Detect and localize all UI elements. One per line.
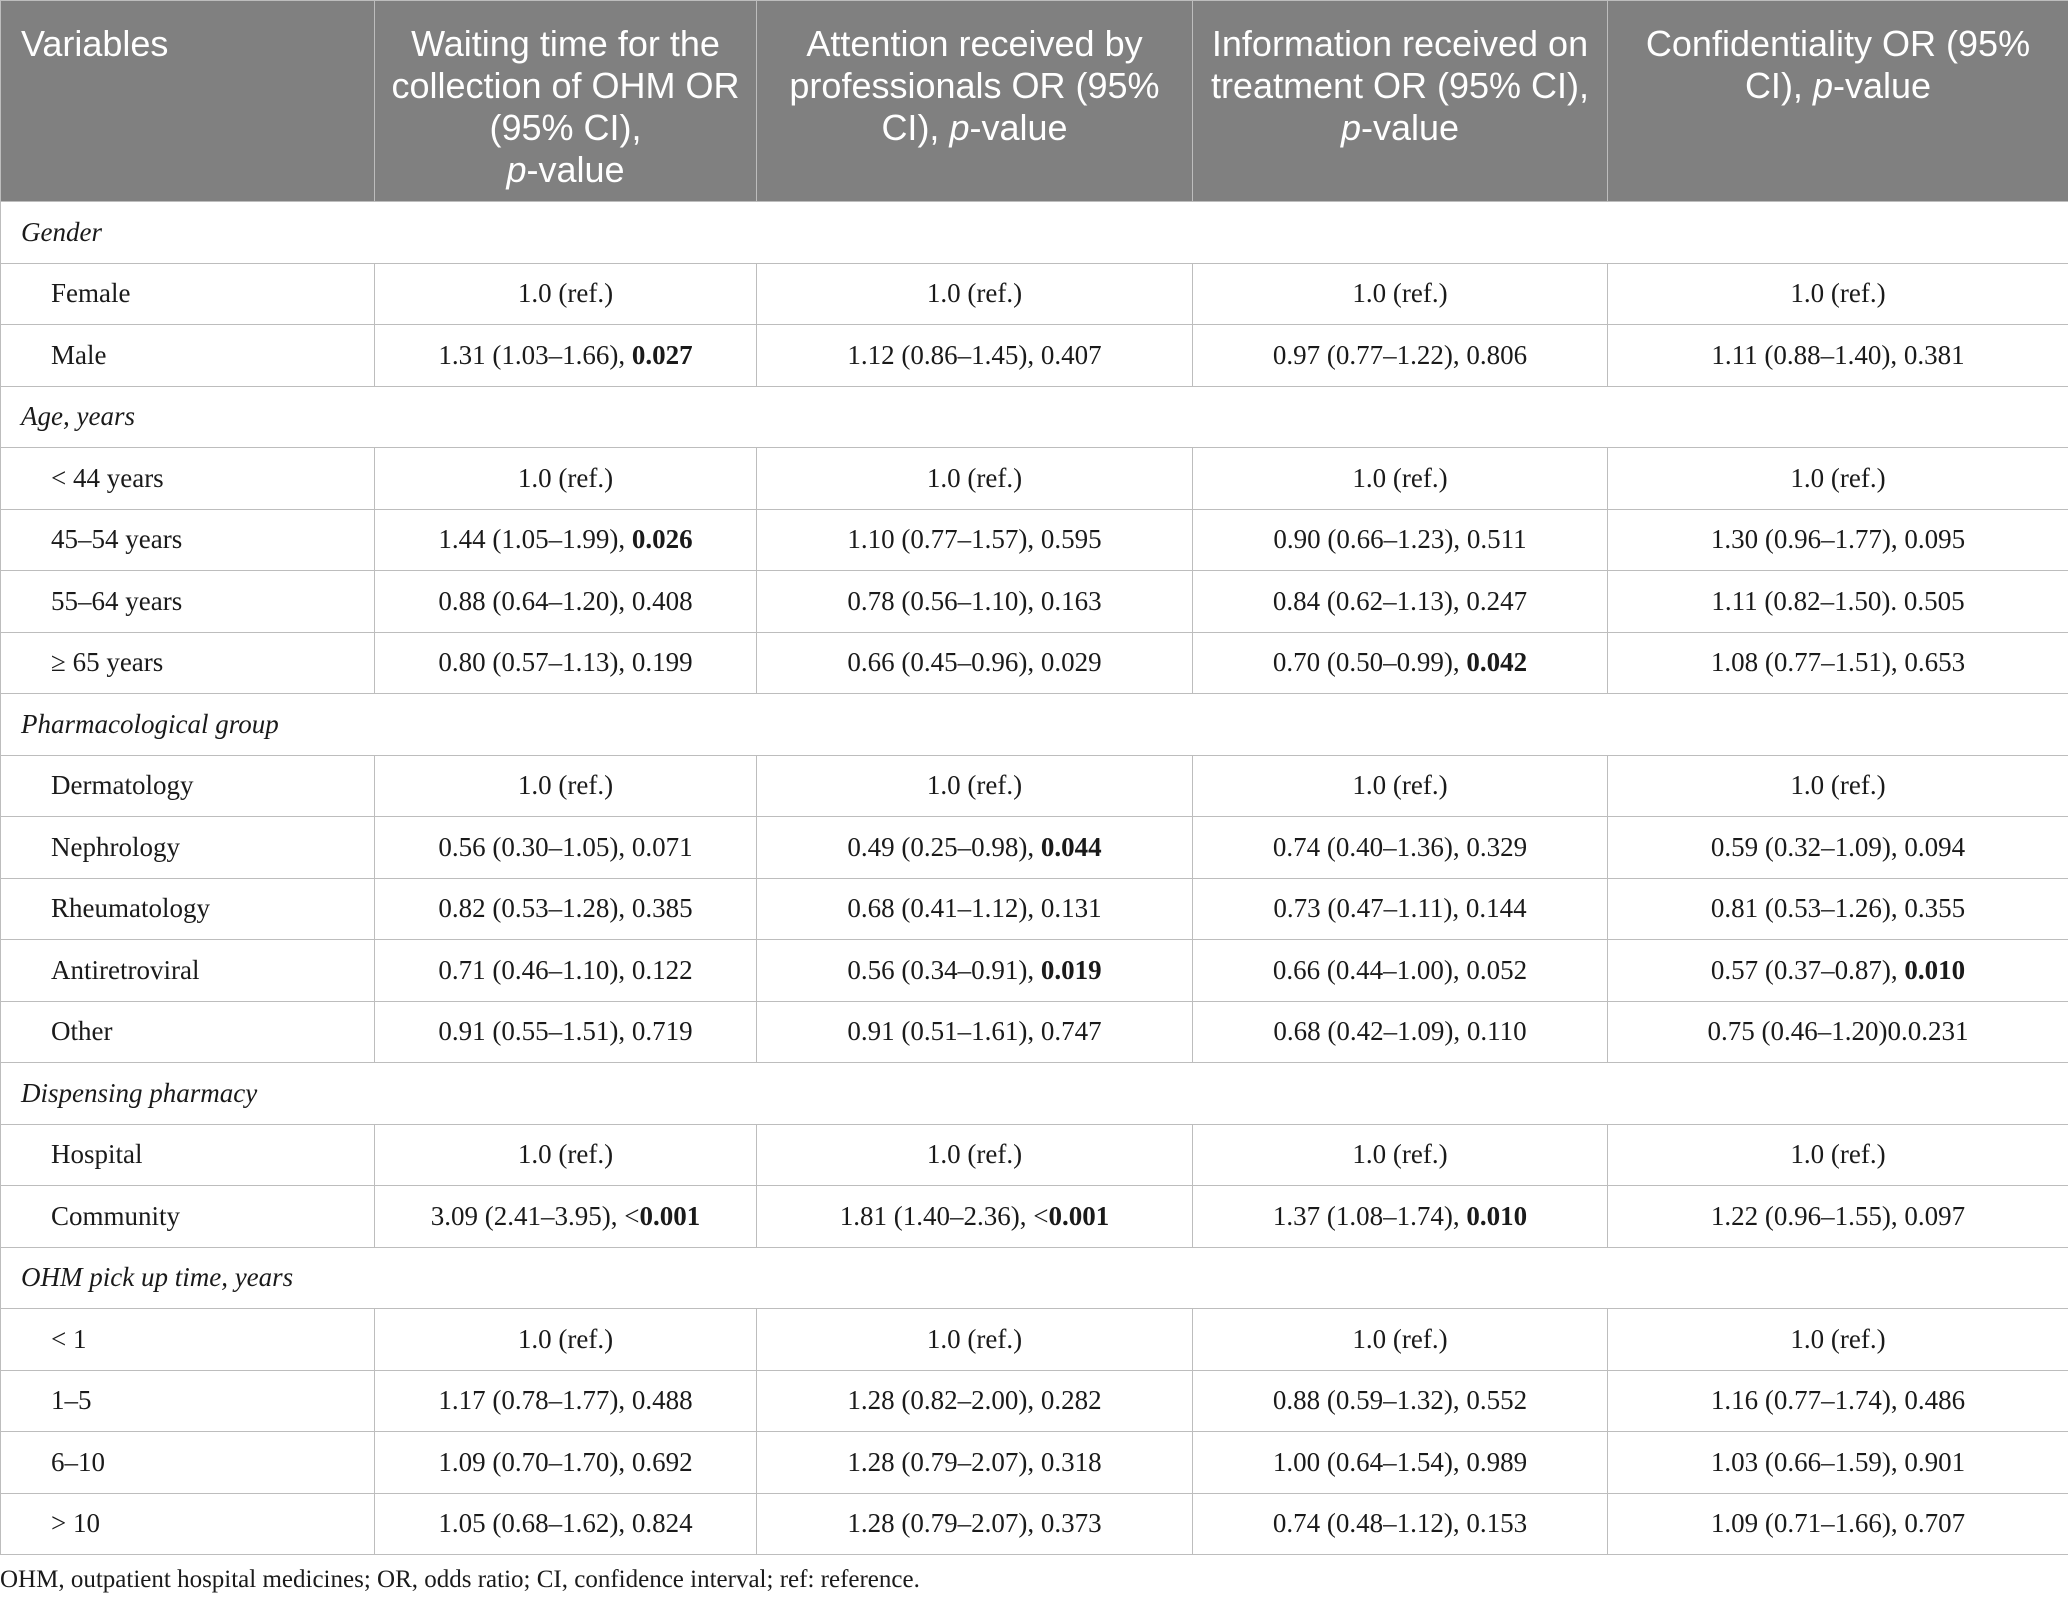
table-cell <box>1608 632 2068 694</box>
cell-value: 1.0 (ref.) <box>1352 770 1448 801</box>
table-cell <box>757 1370 1193 1432</box>
cell-value: 0.59 (0.32–1.09), 0.094 <box>1710 831 1966 862</box>
cell-value: 0.81 (0.53–1.26), 0.355 <box>1710 893 1966 924</box>
table-cell <box>757 325 1193 387</box>
table-cell <box>375 1370 757 1432</box>
section-label: Age, years <box>1 386 2068 448</box>
cell-value: 0.91 (0.55–1.51), 0.719 <box>438 1016 693 1047</box>
header-waiting-time <box>375 1 757 202</box>
cell-value: 1.09 (0.70–1.70), 0.692 <box>438 1446 693 1477</box>
cell-value: 1.16 (0.77–1.74), 0.486 <box>1710 1385 1966 1416</box>
significant-p-value: 0.010 <box>1904 954 1966 985</box>
row-label: Other <box>1 1001 375 1063</box>
cell-value: 1.08 (0.77–1.51), 0.653 <box>1710 647 1966 678</box>
table-row <box>1 571 2068 633</box>
significant-p-value: 0.019 <box>1040 954 1102 985</box>
row-label: 1–5 <box>1 1370 375 1432</box>
cell-value: 1.0 (ref.) <box>517 462 614 493</box>
table-cell <box>1193 1309 1608 1371</box>
table-cell <box>375 1124 757 1186</box>
cell-value: 0.66 (0.45–0.96), 0.029 <box>847 647 1102 678</box>
cell-value: 0.80 (0.57–1.13), 0.199 <box>438 647 693 678</box>
table-cell <box>375 1432 757 1494</box>
row-label: Male <box>1 325 375 387</box>
cell-value: 1.0 (ref.) <box>926 1323 1023 1354</box>
section-label: Pharmacological group <box>1 694 2068 756</box>
table-cell <box>1193 325 1608 387</box>
table-cell <box>375 448 757 510</box>
row-label: 6–10 <box>1 1432 375 1494</box>
table-row <box>1 263 2068 325</box>
table-cell <box>1193 1186 1608 1248</box>
cell-value: 1.0 (ref.) <box>1790 1323 1886 1354</box>
table-cell <box>1193 1124 1608 1186</box>
row-label: Rheumatology <box>1 878 375 940</box>
table-cell <box>1608 817 2068 879</box>
table-cell <box>375 1186 757 1248</box>
table-cell <box>1193 571 1608 633</box>
row-label: Community <box>1 1186 375 1248</box>
cell-value: 0.73 (0.47–1.11), 0.144 <box>1273 893 1527 924</box>
table-cell <box>757 878 1193 940</box>
table-cell <box>757 509 1193 571</box>
row-label: 45–54 years <box>1 509 375 571</box>
cell-value: 1.37 (1.08–1.74), <box>1272 1200 1467 1231</box>
table-cell <box>1193 878 1608 940</box>
table-cell <box>757 1432 1193 1494</box>
table-cell <box>375 817 757 879</box>
table-cell <box>1193 632 1608 694</box>
cell-value: 0.84 (0.62–1.13), 0.247 <box>1272 585 1528 616</box>
table-cell <box>1193 448 1608 510</box>
table-cell <box>757 1124 1193 1186</box>
significant-p-value: 0.044 <box>1040 831 1102 862</box>
cell-value: 1.0 (ref.) <box>1352 1139 1448 1170</box>
row-label: Dermatology <box>1 755 375 817</box>
cell-value: 1.28 (0.82–2.00), 0.282 <box>847 1385 1102 1416</box>
table-cell <box>1608 1309 2068 1371</box>
row-label: < 44 years <box>1 448 375 510</box>
cell-value: 1.0 (ref.) <box>926 1139 1023 1170</box>
cell-value: 0.57 (0.37–0.87), <box>1710 954 1905 985</box>
table-row <box>1 940 2068 1002</box>
table-cell <box>1608 1124 2068 1186</box>
cell-value: 1.0 (ref.) <box>517 1323 614 1354</box>
cell-value: 1.28 (0.79–2.07), 0.318 <box>847 1446 1102 1477</box>
table-cell <box>375 878 757 940</box>
section-row <box>1 1063 2068 1125</box>
table-cell <box>375 571 757 633</box>
table-row <box>1 509 2068 571</box>
table-cell <box>1193 1370 1608 1432</box>
table-cell <box>1193 940 1608 1002</box>
table-cell <box>757 263 1193 325</box>
table-cell <box>1608 1186 2068 1248</box>
value-suffix: -value <box>526 149 625 190</box>
table-cell <box>757 632 1193 694</box>
row-label: > 10 <box>1 1493 375 1555</box>
cell-value: 1.0 (ref.) <box>517 278 614 309</box>
significant-p-value: 0.027 <box>631 339 693 370</box>
table-cell <box>757 1186 1193 1248</box>
table-footnote: OHM, outpatient hospital medicines; OR, odds ratio; CI, confidence interval; ref: reference. <box>0 1566 920 1593</box>
table-cell <box>757 1493 1193 1555</box>
cell-value: 0.97 (0.77–1.22), 0.806 <box>1272 339 1528 370</box>
row-label: Female <box>1 263 375 325</box>
header-row <box>1 1 2068 202</box>
row-label: Antiretroviral <box>1 940 375 1002</box>
cell-value: 0.91 (0.51–1.61), 0.747 <box>847 1016 1102 1047</box>
table-row <box>1 1001 2068 1063</box>
cell-value: 1.0 (ref.) <box>1790 278 1886 309</box>
section-row <box>1 1247 2068 1309</box>
header-waiting-time-text: Waiting time for the collection of OHM OR (95% CI), <box>391 23 740 148</box>
cell-value: 1.0 (ref.) <box>1790 770 1886 801</box>
cell-value: 0.74 (0.48–1.12), 0.153 <box>1272 1508 1528 1539</box>
cell-value: 0.75 (0.46–1.20)0.0.231 <box>1707 1016 1969 1047</box>
table-row <box>1 325 2068 387</box>
table-row <box>1 1124 2068 1186</box>
table-cell <box>375 1309 757 1371</box>
cell-value: 1.03 (0.66–1.59), 0.901 <box>1710 1446 1966 1477</box>
significant-p-value: 0.026 <box>631 524 693 555</box>
table-cell <box>1608 755 2068 817</box>
significant-p-value: 0.042 <box>1466 647 1528 678</box>
table-cell <box>757 755 1193 817</box>
table-cell <box>1608 1493 2068 1555</box>
header-variables: Variables <box>1 1 375 202</box>
cell-value: 1.0 (ref.) <box>1790 462 1886 493</box>
table-cell <box>1608 325 2068 387</box>
cell-value: 1.22 (0.96–1.55), 0.097 <box>1710 1200 1966 1231</box>
significant-p-value: 0.001 <box>639 1200 701 1231</box>
table-row <box>1 448 2068 510</box>
table-cell <box>375 940 757 1002</box>
table-cell <box>1608 1001 2068 1063</box>
cell-value: 0.56 (0.30–1.05), 0.071 <box>438 831 693 862</box>
cell-value: 1.28 (0.79–2.07), 0.373 <box>847 1508 1102 1539</box>
cell-value: 1.30 (0.96–1.77), 0.095 <box>1710 524 1966 555</box>
cell-value: 1.10 (0.77–1.57), 0.595 <box>847 524 1102 555</box>
table-cell <box>375 325 757 387</box>
table-row <box>1 1370 2068 1432</box>
table-cell <box>1608 878 2068 940</box>
table-cell <box>1608 571 2068 633</box>
cell-value: 1.0 (ref.) <box>926 770 1023 801</box>
table-cell <box>1608 509 2068 571</box>
table-cell <box>1193 817 1608 879</box>
table-cell <box>757 817 1193 879</box>
cell-value: 1.11 (0.82–1.50). 0.505 <box>1711 585 1965 616</box>
value-suffix: -value <box>969 107 1068 148</box>
table-row <box>1 632 2068 694</box>
cell-value: 1.0 (ref.) <box>1352 1323 1448 1354</box>
table-row <box>1 1309 2068 1371</box>
cell-value: 0.56 (0.34–0.91), <box>847 954 1041 985</box>
cell-value: 1.0 (ref.) <box>926 278 1023 309</box>
header-information-text: Information received on treatment OR (95% CI), <box>1210 23 1590 106</box>
cell-value: 1.12 (0.86–1.45), 0.407 <box>847 339 1102 370</box>
table-cell <box>1193 1493 1608 1555</box>
cell-value: 0.70 (0.50–0.99), <box>1272 647 1467 678</box>
cell-value: 0.82 (0.53–1.28), 0.385 <box>438 893 693 924</box>
cell-value: 0.68 (0.41–1.12), 0.131 <box>847 893 1102 924</box>
table-cell <box>375 263 757 325</box>
cell-value: 1.11 (0.88–1.40), 0.381 <box>1711 339 1965 370</box>
cell-value: 0.74 (0.40–1.36), 0.329 <box>1272 831 1528 862</box>
cell-value: 3.09 (2.41–3.95), < <box>430 1200 640 1231</box>
table-cell <box>1193 1432 1608 1494</box>
cell-value: 1.17 (0.78–1.77), 0.488 <box>438 1385 693 1416</box>
cell-value: 1.0 (ref.) <box>1352 278 1448 309</box>
p-letter: p <box>1340 107 1361 148</box>
header-confidentiality-text: Confidentiality OR (95% CI), <box>1645 23 2031 106</box>
cell-value: 1.09 (0.71–1.66), 0.707 <box>1710 1508 1966 1539</box>
table-row <box>1 817 2068 879</box>
table-cell <box>375 755 757 817</box>
value-suffix: -value <box>1832 65 1932 106</box>
cell-value: 0.66 (0.44–1.00), 0.052 <box>1272 954 1528 985</box>
table-cell <box>1608 1432 2068 1494</box>
table-cell <box>1193 263 1608 325</box>
table-cell <box>757 1309 1193 1371</box>
section-label: Dispensing pharmacy <box>1 1063 2068 1125</box>
cell-value: 0.90 (0.66–1.23), 0.511 <box>1273 524 1527 555</box>
header-attention-text: Attention received by professionals OR (95% CI), <box>789 23 1160 148</box>
table-cell <box>1193 755 1608 817</box>
section-row <box>1 386 2068 448</box>
table-cell <box>757 940 1193 1002</box>
p-letter: p <box>506 149 527 190</box>
table-row <box>1 755 2068 817</box>
section-row <box>1 694 2068 756</box>
cell-value: 1.0 (ref.) <box>1790 1139 1886 1170</box>
table-cell <box>375 1493 757 1555</box>
table-cell <box>375 509 757 571</box>
value-suffix: -value <box>1360 107 1460 148</box>
p-letter: p <box>949 107 970 148</box>
cell-value: 1.0 (ref.) <box>517 770 614 801</box>
cell-value: 0.68 (0.42–1.09), 0.110 <box>1273 1016 1527 1047</box>
cell-value: 1.05 (0.68–1.62), 0.824 <box>438 1508 693 1539</box>
table-row <box>1 1432 2068 1494</box>
section-label: Gender <box>1 202 2068 264</box>
table-cell <box>1608 448 2068 510</box>
row-label: Nephrology <box>1 817 375 879</box>
cell-value: 1.0 (ref.) <box>926 462 1023 493</box>
significant-p-value: 0.001 <box>1048 1200 1110 1231</box>
significant-p-value: 0.010 <box>1466 1200 1528 1231</box>
header-confidentiality <box>1608 1 2068 202</box>
table-row <box>1 1186 2068 1248</box>
table-cell <box>757 448 1193 510</box>
row-label: 55–64 years <box>1 571 375 633</box>
row-label: ≥ 65 years <box>1 632 375 694</box>
section-label: OHM pick up time, years <box>1 1247 2068 1309</box>
cell-value: 1.81 (1.40–2.36), < <box>839 1200 1049 1231</box>
header-attention <box>757 1 1193 202</box>
header-information <box>1193 1 1608 202</box>
table-row <box>1 878 2068 940</box>
table-cell <box>757 1001 1193 1063</box>
cell-value: 0.78 (0.56–1.10), 0.163 <box>847 585 1102 616</box>
cell-value: 1.44 (1.05–1.99), <box>438 524 632 555</box>
cell-value: 1.00 (0.64–1.54), 0.989 <box>1272 1446 1528 1477</box>
cell-value: 0.88 (0.64–1.20), 0.408 <box>438 585 693 616</box>
section-row <box>1 202 2068 264</box>
cell-value: 1.31 (1.03–1.66), <box>438 339 632 370</box>
table-header <box>1 1 2068 202</box>
cell-value: 1.0 (ref.) <box>517 1139 614 1170</box>
table-cell <box>1608 263 2068 325</box>
row-label: < 1 <box>1 1309 375 1371</box>
table-cell <box>375 632 757 694</box>
cell-value: 0.88 (0.59–1.32), 0.552 <box>1272 1385 1528 1416</box>
cell-value: 0.71 (0.46–1.10), 0.122 <box>438 954 693 985</box>
table-body <box>1 202 2068 1555</box>
row-label: Hospital <box>1 1124 375 1186</box>
table-row <box>1 1493 2068 1555</box>
table-cell <box>375 1001 757 1063</box>
table-cell <box>1608 940 2068 1002</box>
table-cell <box>757 571 1193 633</box>
p-letter: p <box>1812 65 1833 106</box>
cell-value: 0.49 (0.25–0.98), <box>847 831 1041 862</box>
table-cell <box>1193 1001 1608 1063</box>
table-cell <box>1608 1370 2068 1432</box>
cell-value: 1.0 (ref.) <box>1352 462 1448 493</box>
table-cell <box>1193 509 1608 571</box>
